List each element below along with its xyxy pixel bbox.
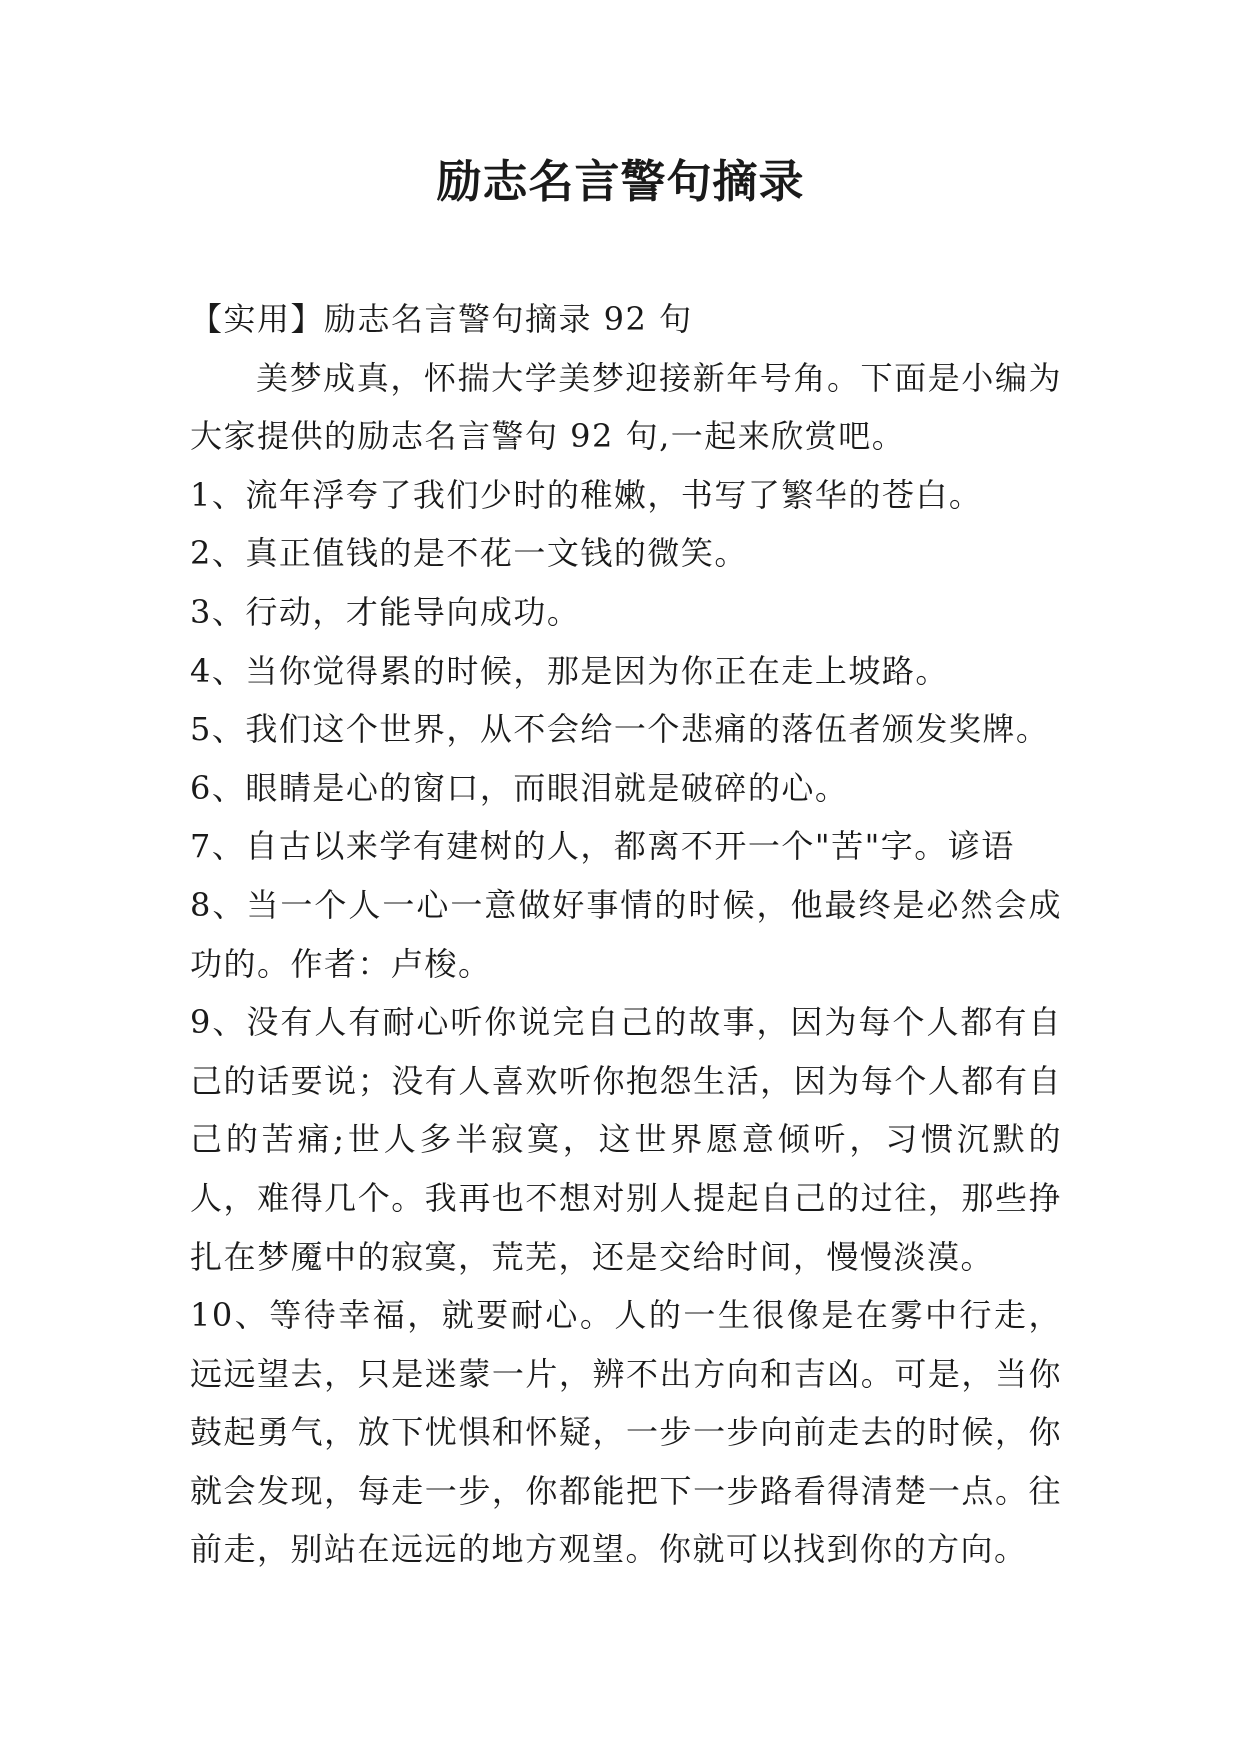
quote-item-1: 1、流年浮夸了我们少时的稚嫩，书写了繁华的苍白。 (190, 475, 983, 514)
quote-item-5: 5、我们这个世界，从不会给一个悲痛的落伍者颁发奖牌。 (190, 710, 1050, 749)
quote-item-8: 8、当一个人一心一意做好事情的时候，他最终是必然会成功的。作者：卢梭。 (190, 885, 1062, 983)
document-body (190, 290, 1062, 1579)
quote-item-3: 3、行动，才能导向成功。 (190, 592, 581, 631)
quote-item-10: 10、等待幸福，就要耐心。人的一生很像是在雾中行走，远远望去，只是迷蒙一片，辨不出方向和吉凶。可是，当你鼓起勇气，放下忧惧和怀疑，一步一步向前走去的时候，你就会发现，每走一步，你都能把下一步路看得清楚一点。往前走，别站在远远的地方观望。你就可以找到你的方向。 (190, 1296, 1062, 1569)
intro-paragraph: 美梦成真，怀揣大学美梦迎接新年号角。下面是小编为大家提供的励志名言警句 92 句,一起来欣赏吧。 (190, 358, 1062, 456)
quote-item-9: 9、没有人有耐心听你说完自己的故事，因为每个人都有自己的话要说；没有人喜欢听你抱怨生活，因为每个人都有自己的苦痛;世人多半寂寞，这世界愿意倾听，习惯沉默的人，难得几个。我再也不想对别人提起自己的过往，那些挣扎在梦魇中的寂寞，荒芜，还是交给时间，慢慢淡漠。 (190, 1003, 1062, 1276)
quote-item-6: 6、眼睛是心的窗口，而眼泪就是破碎的心。 (190, 768, 849, 807)
quote-item-2: 2、真正值钱的是不花一文钱的微笑。 (190, 534, 748, 573)
quote-item-4: 4、当你觉得累的时候，那是因为你正在走上坡路。 (190, 651, 949, 690)
document-subtitle: 【实用】励志名言警句摘录 92 句 (190, 300, 693, 338)
document-title: 励志名言警句摘录 (436, 155, 805, 208)
quote-item-7: 7、自古以来学有建树的人，都离不开一个"苦"字。谚语 (190, 827, 1015, 866)
